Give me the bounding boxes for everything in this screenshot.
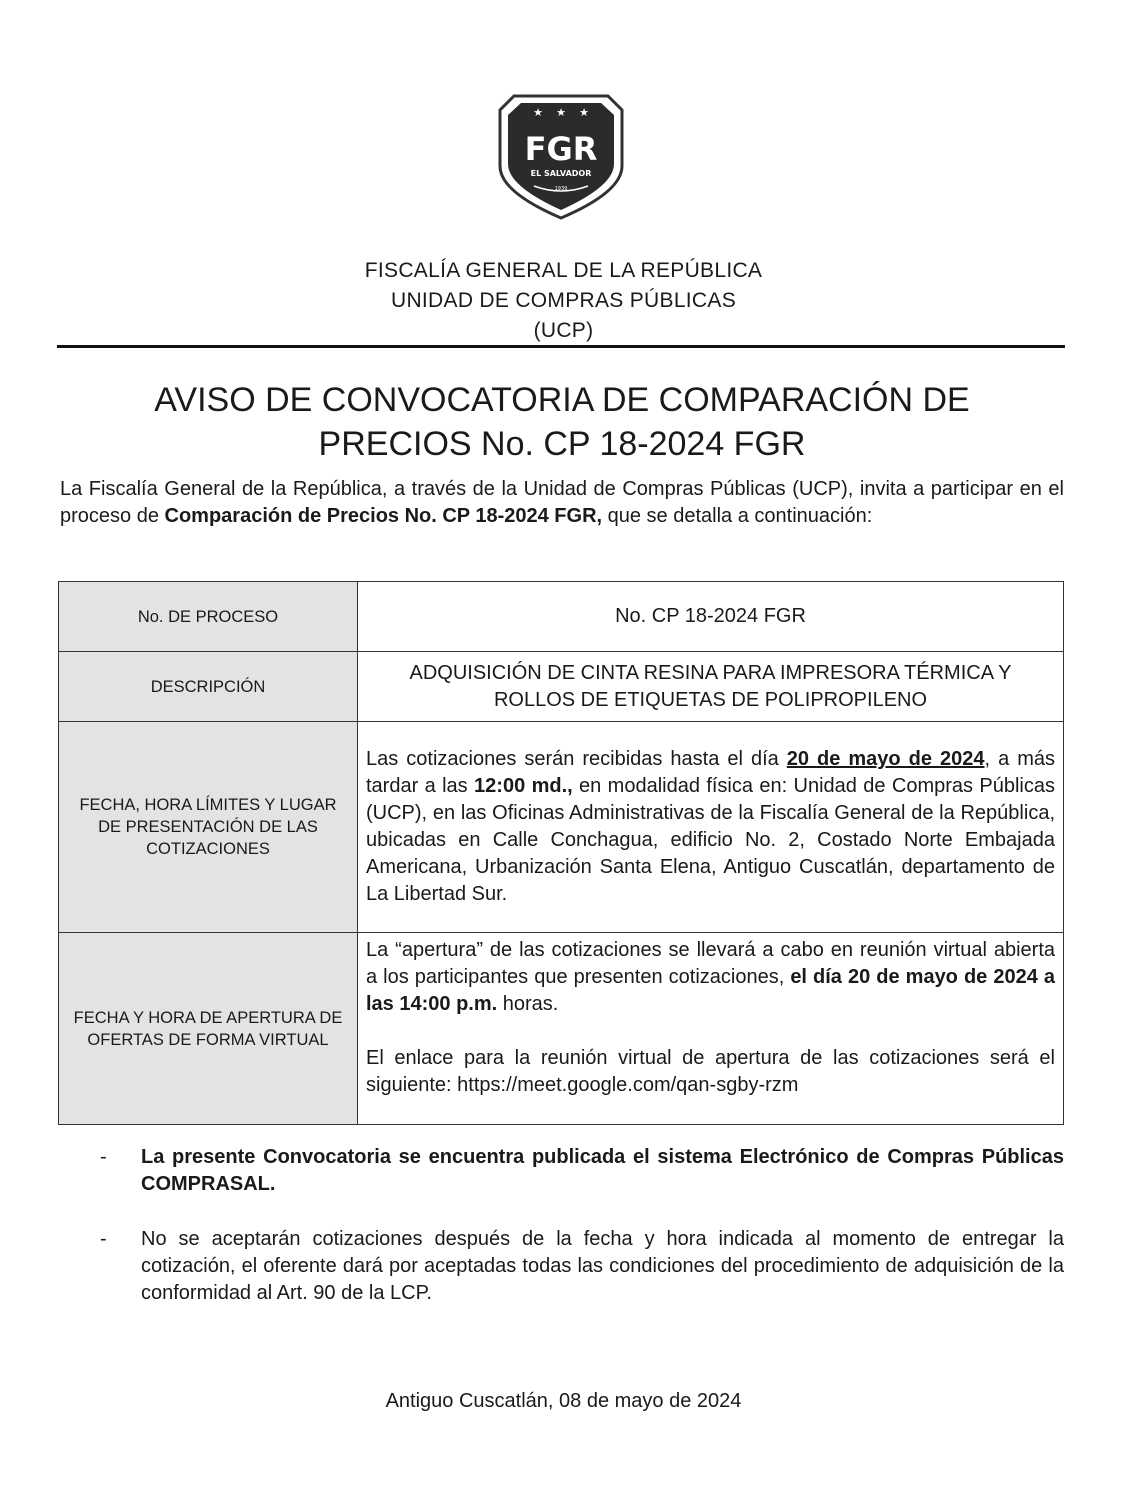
place-and-date: Antiguo Cuscatlán, 08 de mayo de 2024 <box>385 1390 742 1412</box>
org-line-2: UNIDAD DE COMPRAS PÚBLICAS <box>390 289 737 312</box>
intro-text-2: que se detalla a continuación: <box>602 505 873 527</box>
label-submission-deadline: FECHA, HORA LÍMITES Y LUGAR DE PRESENTACIÓN DE LAS COTIZACIONES <box>59 722 358 933</box>
intro-text-1: La Fiscalía General de la República, a través de la Unidad de Compras Públicas (UCP), invita a participar en el proceso de <box>60 478 1064 527</box>
title-line-2: PRECIOS No. CP 18-2024 FGR <box>318 425 806 463</box>
bullet-dash: - <box>100 1228 107 1250</box>
process-info-table <box>58 581 1064 1125</box>
intro-bold: Comparación de Precios No. CP 18-2024 FGR, <box>164 505 603 527</box>
header-divider <box>57 345 1065 348</box>
logo-text: FGR <box>524 130 598 168</box>
logo-year: 1939 <box>554 186 568 192</box>
submission-text-3: en modalidad física en: Unidad de Compras Públicas (UCP), en las Oficinas Administrativas de la Fiscalía General de la República, ubicadas en Calle Conchagua, edificio No. 2, Costado Norte Embajada Americana, Urbanización Santa Elena, Antiguo Cuscatlán, departamento de La Libertad Sur. <box>366 775 1055 905</box>
description-line-1: ADQUISICIÓN DE CINTA RESINA PARA IMPRESORA TÉRMICA Y <box>409 661 1012 684</box>
opening-bold: el día 20 de mayo de 2024 a las 14:00 p.m. <box>366 966 1055 1015</box>
bullet-text: No se aceptarán cotizaciones después de la fecha y hora indicada al momento de entregar la cotización, el oferente dará por aceptadas todas las condiciones del procedimiento de adquisición de la conformidad al Art. 90 de la LCP. <box>141 1228 1064 1304</box>
bullet-dash: - <box>100 1146 107 1168</box>
fgr-shield-logo-icon <box>494 88 628 222</box>
org-line-3: (UCP) <box>533 319 594 342</box>
value-virtual-opening <box>358 933 1064 1125</box>
value-submission-deadline <box>358 722 1064 933</box>
list-item <box>100 1144 1064 1198</box>
svg-text:★: ★ <box>533 106 543 119</box>
title-line-1: AVISO DE CONVOCATORIA DE COMPARACIÓN DE <box>154 381 970 419</box>
table-row <box>59 933 1064 1125</box>
label-description: DESCRIPCIÓN <box>59 652 358 722</box>
organization-header <box>0 256 1127 346</box>
intro-paragraph <box>60 476 1064 530</box>
description-line-2: ROLLOS DE ETIQUETAS DE POLIPROPILENO <box>493 688 928 711</box>
table-row <box>59 652 1064 722</box>
submission-time: 12:00 md., <box>474 775 573 797</box>
meeting-link-text: El enlace para la reunión virtual de apertura de las cotizaciones será el siguiente: https://meet.google.com/qan-sgby-rzm <box>366 1047 1055 1096</box>
submission-date: 20 de mayo de 2024 <box>786 748 985 770</box>
logo-subtext: EL SALVADOR <box>530 169 592 178</box>
submission-text-1: Las cotizaciones serán recibidas hasta el día <box>366 748 787 770</box>
opening-text-2: horas. <box>497 993 559 1015</box>
table-row <box>59 722 1064 933</box>
submission-text-2: , a más tardar a las <box>366 748 1056 797</box>
document-title <box>60 378 1064 466</box>
list-item <box>100 1226 1064 1307</box>
svg-text:★: ★ <box>579 106 589 119</box>
opening-text-1: La “apertura” de las cotizaciones se llevará a cabo en reunión virtual abierta a los participantes que presenten cotizaciones, <box>366 939 1055 988</box>
value-process-number: No. CP 18-2024 FGR <box>358 582 1064 652</box>
svg-text:★: ★ <box>556 106 566 119</box>
value-description <box>358 652 1064 722</box>
org-line-1: FISCALÍA GENERAL DE LA REPÚBLICA <box>364 259 763 282</box>
table-row <box>59 582 1064 652</box>
label-virtual-opening: FECHA Y HORA DE APERTURA DE OFERTAS DE FORMA VIRTUAL <box>59 933 358 1125</box>
bullet-text: La presente Convocatoria se encuentra publicada el sistema Electrónico de Compras Públicas COMPRASAL. <box>141 1146 1064 1195</box>
notes-list <box>100 1144 1064 1335</box>
label-process-number: No. DE PROCESO <box>59 582 358 652</box>
